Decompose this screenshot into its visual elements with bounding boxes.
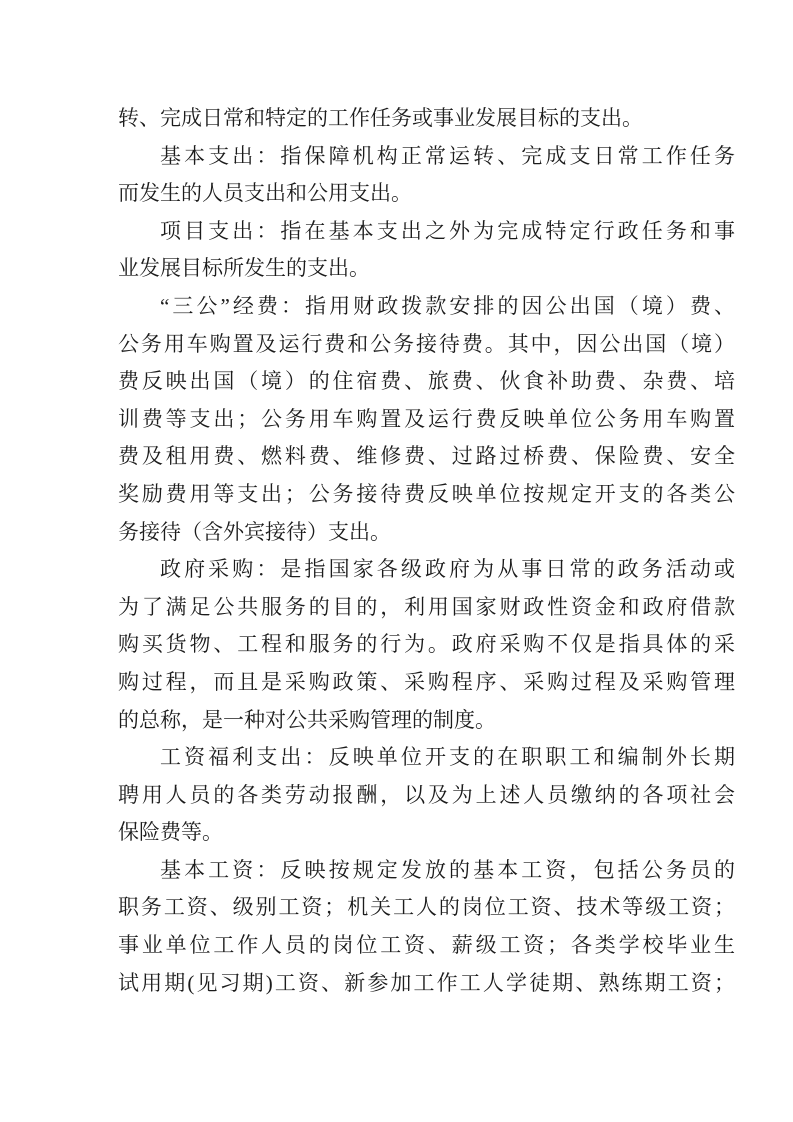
document-line: 保险费等。 bbox=[118, 820, 223, 845]
document-line: 务接待（含外宾接待）支出。 bbox=[118, 519, 391, 544]
document-line: 工资福利支出：反映单位开支的在职职工和编制外长期 bbox=[160, 745, 735, 770]
document-text-block bbox=[118, 100, 735, 1002]
document-line: 业发展目标所发生的支出。 bbox=[118, 256, 370, 281]
document-line: 的总称，是一种对公共采购管理的制度。 bbox=[118, 707, 496, 732]
document-line: 基本支出：指保障机构正常运转、完成支日常工作任务 bbox=[160, 143, 735, 168]
paragraph bbox=[118, 288, 735, 551]
paragraph bbox=[118, 852, 735, 1002]
document-line: 聘用人员的各类劳动报酬，以及为上述人员缴纳的各项社会 bbox=[118, 782, 735, 807]
paragraph bbox=[118, 551, 735, 739]
paragraph bbox=[118, 100, 735, 138]
document-line: 购买货物、工程和服务的行为。政府采购不仅是指具体的采 bbox=[118, 632, 735, 657]
document-line: 费及租用费、燃料费、维修费、过路过桥费、保险费、安全 bbox=[118, 444, 735, 469]
document-line: 公务用车购置及运行费和公务接待费。其中，因公出国（境） bbox=[118, 331, 735, 356]
document-line: 政府采购：是指国家各级政府为从事日常的政务活动或 bbox=[160, 557, 735, 582]
paragraph bbox=[118, 213, 735, 288]
document-line: 基本工资：反映按规定发放的基本工资，包括公务员的 bbox=[160, 857, 735, 882]
document-line: 费反映出国（境）的住宿费、旅费、伙食补助费、杂费、培 bbox=[118, 369, 735, 394]
document-line: 为了满足公共服务的目的，利用国家财政性资金和政府借款 bbox=[118, 594, 735, 619]
document-line: “三公”经费：指用财政拨款安排的因公出国（境）费、 bbox=[160, 293, 735, 318]
paragraph bbox=[118, 138, 735, 213]
document-line: 训费等支出；公务用车购置及运行费反映单位公务用车购置 bbox=[118, 406, 735, 431]
document-line: 事业单位工作人员的岗位工资、薪级工资；各类学校毕业生 bbox=[118, 933, 735, 958]
document-line: 试用期(见习期)工资、新参加工作工人学徒期、熟练期工资； bbox=[118, 970, 735, 995]
document-line: 购过程，而且是采购政策、采购程序、采购过程及采购管理 bbox=[118, 669, 735, 694]
document-line: 职务工资、级别工资；机关工人的岗位工资、技术等级工资； bbox=[118, 895, 735, 920]
paragraph bbox=[118, 739, 735, 852]
document-line: 而发生的人员支出和公用支出。 bbox=[118, 181, 412, 206]
document-line: 项目支出：指在基本支出之外为完成特定行政任务和事 bbox=[160, 218, 735, 243]
document-line: 转、完成日常和特定的工作任务或事业发展目标的支出。 bbox=[118, 106, 643, 130]
document-line: 奖励费用等支出；公务接待费反映单位按规定开支的各类公 bbox=[118, 481, 735, 506]
